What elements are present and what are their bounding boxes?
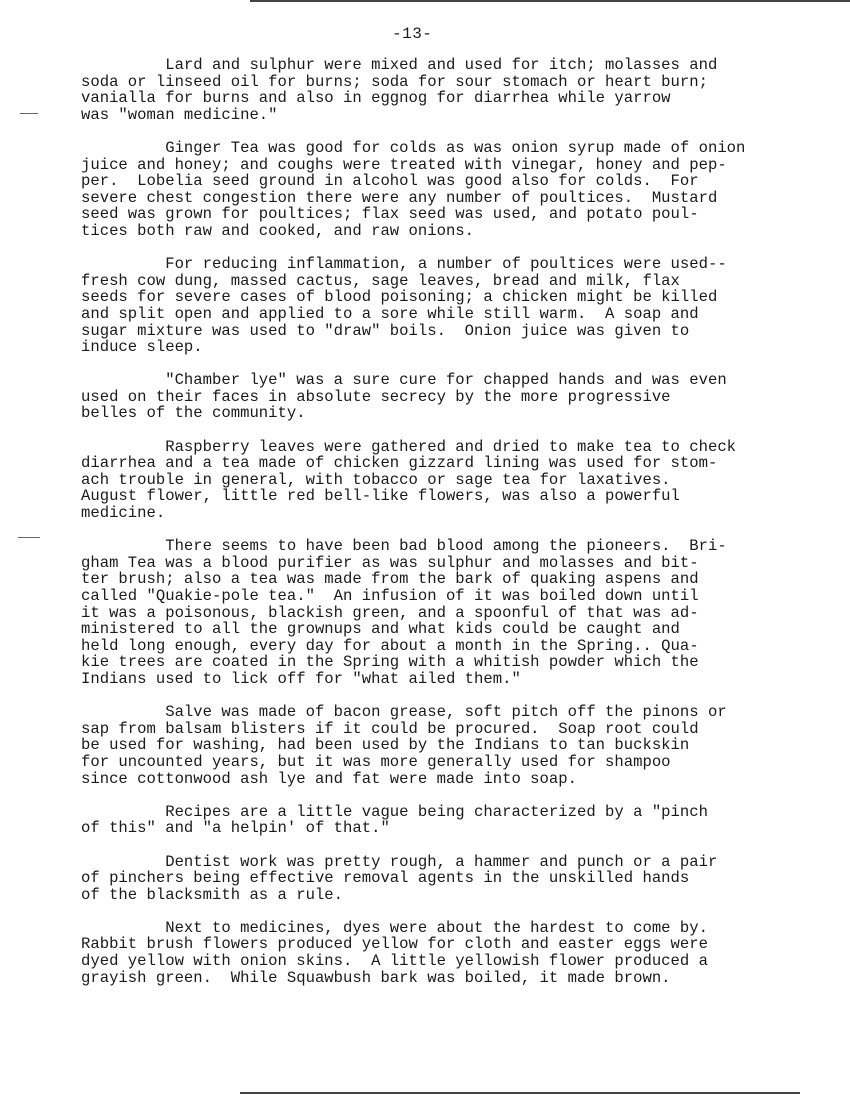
paragraph [81, 704, 781, 787]
text-line: Salve was made of bacon grease, soft pitch off the pinons or [81, 703, 727, 722]
text-line: tices both raw and cooked, and raw onions. [81, 221, 475, 240]
text-line: Next to medicines, dyes were about the hardest to come by. [81, 918, 708, 937]
paragraph [81, 57, 781, 123]
text-line: for uncounted years, but it was more generally used for shampoo [81, 752, 671, 771]
text-line: of pinchers being effective removal agents in the unskilled hands [81, 869, 690, 888]
text-line: There seems to have been bad blood among the pioneers. Bri- [81, 537, 727, 556]
text-line: it was a poisonous, blackish green, and a spoonful of that was ad- [81, 603, 699, 622]
text-line: be used for washing, had been used by the Indians to tan buckskin [81, 736, 690, 755]
text-line: grayish green. While Squawbush bark was boiled, it made brown. [81, 968, 671, 987]
text-line: Ginger Tea was good for colds as was onion syrup made of onion [81, 138, 746, 157]
text-line: since cottonwood ash lye and fat were made into soap. [81, 769, 577, 788]
top-rule [250, 0, 850, 2]
text-line: vanialla for burns and also in eggnog for diarrhea while yarrow [81, 89, 671, 108]
paragraph [81, 920, 781, 986]
text-line: ach trouble in general, with tobacco or sage tea for laxatives. [81, 470, 671, 489]
text-line: Indians used to lick off for "what ailed them." [81, 669, 521, 688]
text-line: sap from balsam blisters if it could be procured. Soap root could [81, 719, 699, 738]
paragraph [81, 256, 781, 356]
text-line: sugar mixture was used to "draw" boils. Onion juice was given to [81, 321, 690, 340]
text-line: seeds for severe cases of blood poisoning; a chicken might be killed [81, 288, 718, 307]
text-line: ministered to all the grownups and what kids could be caught and [81, 620, 680, 639]
text-line: kie trees are coated in the Spring with a whitish powder which the [81, 653, 699, 672]
text-line: medicine. [81, 504, 166, 523]
text-line: called "Quakie-pole tea." An infusion of it was boiled down until [81, 587, 699, 605]
text-line: Rabbit brush flowers produced yellow for cloth and easter eggs were [81, 935, 708, 954]
paragraph [81, 439, 781, 522]
margin-mark [18, 537, 40, 538]
text-line: used on their faces in absolute secrecy by the more progressive [81, 387, 671, 406]
text-line: ter brush; also a tea was made from the bark of quaking aspens and [81, 570, 699, 589]
bottom-rule [240, 1092, 800, 1094]
text-line: belles of the community. [81, 404, 306, 423]
text-line: Lard and sulphur were mixed and used for itch; molasses and [81, 56, 718, 74]
text-line: For reducing inflammation, a number of poultices were used-- [81, 255, 727, 274]
text-line: juice and honey; and coughs were treated with vinegar, honey and pep- [81, 155, 727, 174]
paragraph [81, 538, 781, 687]
text-line: soda or linseed oil for burns; soda for sour stomach or heart burn; [81, 72, 708, 91]
text-line: gham Tea was a blood purifier as was sulphur and molasses and bit- [81, 553, 699, 572]
text-line: Raspberry leaves were gathered and dried to make tea to check [81, 437, 737, 456]
text-line: held long enough, every day for about a month in the Spring.. Qua- [81, 636, 699, 655]
text-line: Dentist work was pretty rough, a hammer and punch or a pair [81, 852, 718, 871]
text-line: and split open and applied to a sore while still warm. A soap and [81, 304, 699, 323]
text-line: Recipes are a little vague being characterized by a "pinch [81, 802, 708, 821]
text-line: diarrhea and a tea made of chicken gizzard lining was used for stom- [81, 454, 718, 473]
text-line: fresh cow dung, massed cactus, sage leaves, bread and milk, flax [81, 271, 680, 290]
text-line: of this" and "a helpin' of that." [81, 819, 390, 838]
text-line: per. Lobelia seed ground in alcohol was good also for colds. For [81, 172, 699, 191]
body-text [81, 57, 781, 1003]
margin-mark [20, 113, 38, 114]
text-line: seed was grown for poultices; flax seed was used, and potato poul- [81, 205, 699, 224]
paragraph [81, 804, 781, 837]
text-line: induce sleep. [81, 338, 203, 357]
text-line: "Chamber lye" was a sure cure for chapped hands and was even [81, 371, 727, 390]
text-line: dyed yellow with onion skins. A little yellowish flower produced a [81, 952, 708, 971]
paragraph [81, 140, 781, 240]
text-line: was "woman medicine." [81, 105, 278, 124]
paragraph [81, 854, 781, 904]
text-line: of the blacksmith as a rule. [81, 885, 344, 904]
page-number: -13- [392, 25, 433, 43]
text-line: severe chest congestion there were any number of poultices. Mustard [81, 188, 718, 207]
text-line: August flower, little red bell-like flowers, was also a powerful [81, 487, 680, 506]
paragraph [81, 372, 781, 422]
